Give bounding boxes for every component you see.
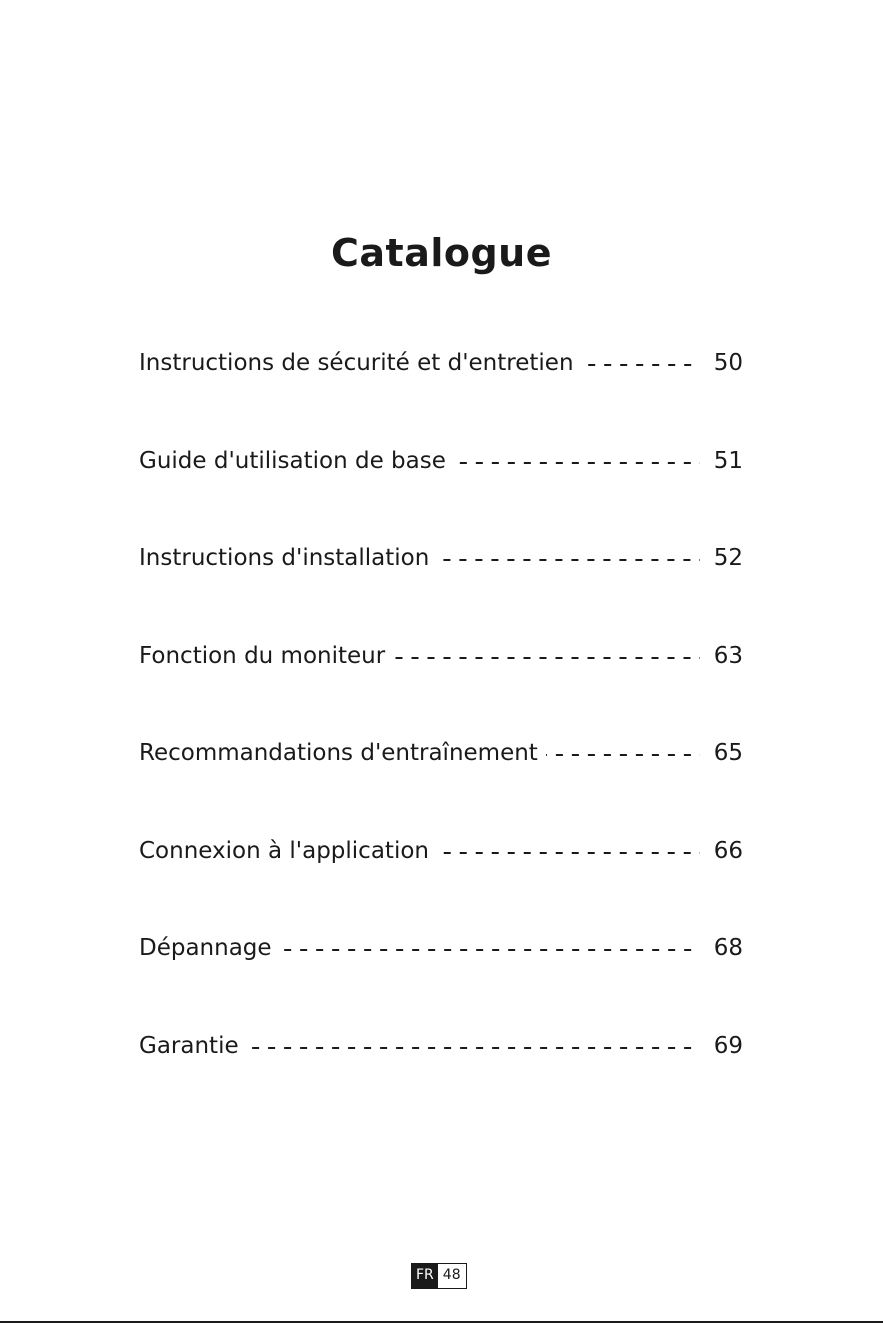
- toc-entry[interactable]: [139, 828, 743, 926]
- toc-entry-page: 51: [713, 447, 743, 474]
- language-code: FR: [412, 1264, 438, 1288]
- toc-entry[interactable]: [139, 340, 743, 438]
- toc-dot-leader: [247, 1023, 700, 1069]
- page-title: Catalogue: [331, 231, 552, 276]
- page-number-badge: [411, 1263, 467, 1289]
- toc-entry[interactable]: [139, 438, 743, 536]
- toc-entry-label: Garantie: [139, 1032, 239, 1059]
- page-number: 48: [438, 1264, 466, 1288]
- toc-entry[interactable]: [139, 633, 743, 731]
- toc-dot-leader: [582, 340, 700, 386]
- toc-dot-leader: [437, 535, 699, 581]
- toc-entry-page: 50: [713, 350, 743, 376]
- toc-entry-page: 68: [713, 935, 743, 961]
- toc-dot-leader: [280, 925, 700, 971]
- table-of-contents: [139, 340, 743, 1120]
- toc-entry-page: 69: [713, 1032, 743, 1059]
- toc-entry[interactable]: [139, 730, 743, 828]
- toc-dot-leader: [454, 438, 700, 484]
- toc-entry[interactable]: [139, 535, 743, 633]
- toc-dot-leader: [393, 633, 700, 679]
- toc-entry-page: 66: [713, 837, 743, 864]
- toc-entry-label: Connexion à l'application: [139, 837, 429, 864]
- toc-entry-label: Fonction du moniteur: [139, 642, 386, 669]
- toc-entry-label: Guide d'utilisation de base: [139, 447, 446, 474]
- toc-entry[interactable]: [139, 1023, 743, 1121]
- toc-entry-label: Instructions de sécurité et d'entretien: [139, 350, 574, 376]
- toc-entry-label: Instructions d'installation: [139, 545, 430, 571]
- toc-entry-page: 65: [713, 740, 743, 766]
- toc-entry-page: 63: [713, 642, 743, 669]
- toc-entry[interactable]: [139, 925, 743, 1023]
- toc-dot-leader: [437, 828, 700, 874]
- toc-dot-leader: [546, 730, 700, 776]
- toc-entry-label: Dépannage: [139, 935, 272, 961]
- toc-entry-label: Recommandations d'entraînement: [139, 740, 538, 766]
- toc-entry-page: 52: [713, 545, 743, 571]
- bottom-divider: [0, 1321, 883, 1323]
